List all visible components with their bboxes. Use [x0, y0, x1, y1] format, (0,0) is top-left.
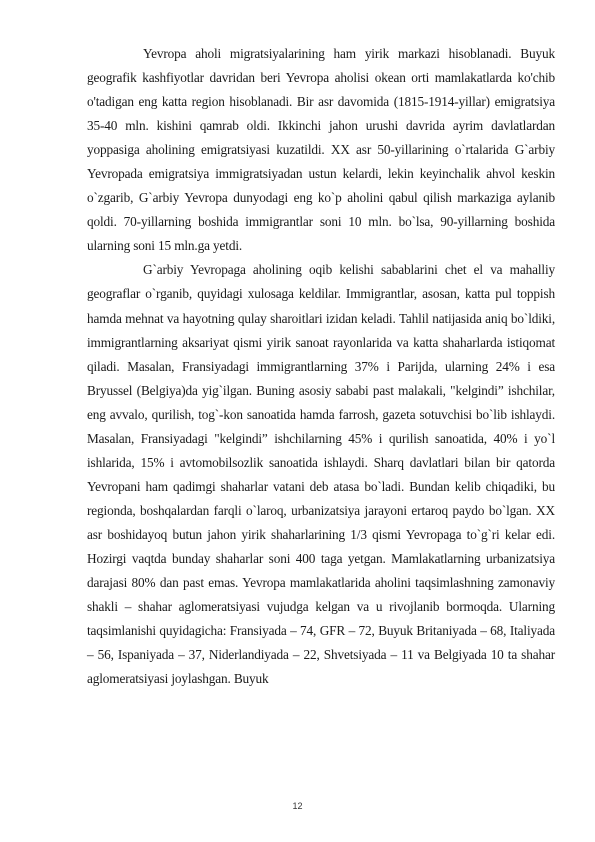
paragraph-immigration-causes: G`arbiy Yevropaga aholining oqib kelishi sabablarini chet el va mahalliy geograflar o`rganib, quyidagi xulosaga keldilar. Immigrantlar, asosan, katta pul toppish hamda mehnat va hayotning qulay sharoitlari izidan keladi. Tahlil natijasida aniq bo`ldiki, immigrantlarning aksariyat qismi yirik sanoat rayonlarida va katta shaharlarda istiqomat qiladi. Masalan, Fransiyadagi immigrantlarning 37% i Parijda, ularning 24% i esa Bryussel (Belgiya)da yig`ilgan. Buning asosiy sababi past malakali, "kelgindi” ishchilar, eng avvalo, qurilish, tog`-kon sanoatida hamda farrosh, gazeta sotuvchisi bo`lib ishlaydi. Masalan, Fransiyadagi "kelgindi” ishchilarning 45% i qurilish sanoatida, 40% i yo`l ishlarida, 15% i avtomobilsozlik sanoatida ishlaydi. Sharq davlatlari bilan bir qatorda Yevropani ham qadimgi shaharlar vatani deb atasa bo`ladi. Bundan kelib chiqadiki, bu regionda, boshqalardan farqli o`laroq, urbanizatsiya jarayoni ertaroq paydo bo`lgan. XX asr boshidayoq butun jahon yirik shaharlarining 1/3 qismi Yevropaga to`g`ri kelar edi. Hozirgi vaqtda bunday shaharlar soni 400 taga yetgan. Mamlakatlarning urbanizatsiya darajasi 80% dan past emas. Yevropa mamlakatlarida aholini taqsimlashning zamonaviy shakli – shahar aglomeratsiyasi vujudga kelgan va u rivojlanib bormoqda. Ularning taqsimlanishi quyidagicha: Fransiyada – 74, GFR – 72, Buyuk Britaniyada – 68, Italiyada – 56, Ispaniyada – 37, Niderlandiyada – 22, Shvetsiyada – 11 va Belgiyada 10 ta shahar aglomeratsiyasi joylashgan. Buyuk	[87, 262, 555, 687]
page-number: 12	[292, 801, 303, 811]
document-body	[87, 42, 555, 691]
paragraph-migration-centre: Yevropa aholi migratsiyalarining ham yirik markazi hisoblanadi. Buyuk geografik kashfiyotlar davridan beri Yevropa aholisi okean orti mamlakatlarda ko'chib o'tadigan eng katta region hisoblanadi. Bir asr davomida (1815-1914-yillar) emigratsiya 35-40 mln. kishini qamrab oldi. Ikkinchi jahon urushi davrida ayrim davlatlardan yoppasiga aholining emigratsiyasi kuzatildi. XX asr 50-yillarining o`rtalarida G`arbiy Yevropada emigratsiya immigratsiyadan ustun kelardi, lekin keyinchalik ahvol keskin o`zgarib, G`arbiy Yevropa dunyodagi eng ko`p aholini qabul qilish markaziga aylanib qoldi. 70-yillarning boshida immigrantlar soni 10 mln. bo`lsa, 90-yillarning boshida ularning soni 15 mln.ga yetdi.	[87, 46, 555, 254]
